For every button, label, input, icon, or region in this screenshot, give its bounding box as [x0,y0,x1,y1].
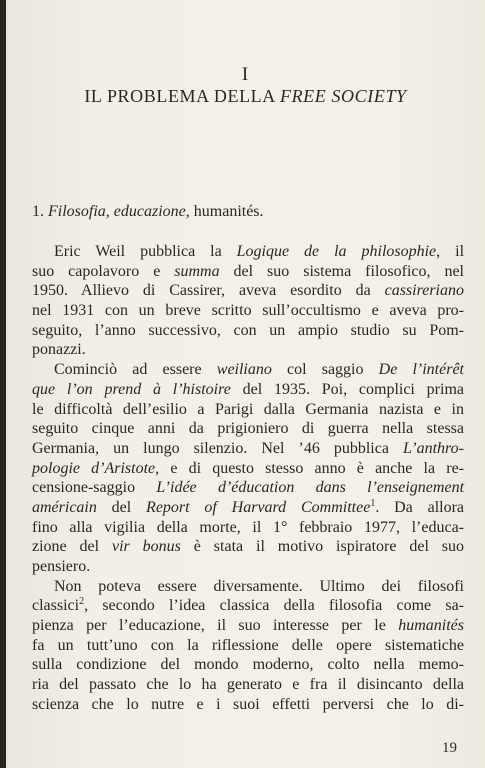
text-line [32,262,464,282]
chapter-title [6,86,485,107]
text-line [32,675,464,695]
text-line [32,616,464,636]
text-run: nel 1931 con un breve scritto sull’occultismo e aveva pro- [32,302,464,320]
italic-text: Report of Harvard Committee [146,498,371,516]
text-run: seguito, l’anno successivo, con un ampio studio su Pom- [32,321,464,339]
text-run: Non poteva essere diversamente. Ultimo dei filosofi [54,577,464,595]
text-line [32,242,464,262]
text-run: ponazzi. [32,341,86,359]
text-line [32,655,464,675]
chapter-number: I [241,64,250,85]
text-run: del [96,498,147,516]
text-line [32,478,464,498]
italic-text: américain [32,498,97,516]
text-run: fino alla vigilia della morte, il 1° febbraio 1977, l’educa- [32,518,464,536]
text-run: fa un tutt’uno con la riflessione delle opere sistematiche [32,636,464,654]
italic-text: L’idée d’éducation dans l’enseignement [156,479,465,497]
text-line [32,636,464,656]
text-line [32,695,464,715]
text-run: zione del [32,538,112,556]
italic-text: summa [174,262,220,280]
italic-text: L’anthro- [402,439,464,457]
text-line [32,439,464,459]
text-run: seguito cinque anni da prigioniero di guerra nella stessa [32,420,464,438]
chapter-title-text: IL PROBLEMA DELLA [84,86,280,106]
text-run: sulla condizione del mondo moderno, colto nella memo- [32,656,464,674]
italic-text: vir bonus [112,538,181,556]
text-line [32,281,464,301]
text-run: col saggio [271,361,379,379]
section-heading-italic: Filosofia, educazione, [48,203,190,220]
text-run: , e di questo stesso anno è anche la re- [155,459,465,477]
text-run: , secondo l’idea classica della filosofia come sa- [84,597,464,615]
text-line [32,557,464,577]
text-line [32,400,464,420]
text-line [32,419,464,439]
section-heading-rest: humanités. [189,203,264,220]
text-run: ria del passato che lo ha generato e fra il disincanto della [32,676,464,694]
text-run: Eric Weil pubblica la [54,243,237,260]
text-line [32,518,464,538]
text-run: Germania, un lungo silenzio. Nel ’46 pubblica [32,439,403,457]
italic-text: Logique de la philosophie [236,243,437,260]
italic-text: que l’on prend à l’histoire [32,380,231,398]
text-line [32,498,464,518]
text-run: del 1935. Poi, complici prima [230,380,464,398]
text-line [32,596,464,616]
text-line [32,360,464,380]
text-run: è stata il motivo ispiratore del suo [180,538,465,556]
section-number: 1. [32,203,48,220]
italic-text: pologie d’Aristote [32,459,156,477]
text-run: le difficoltà dell’esilio a Parigi dalla Germania nazista e in [32,400,464,418]
italic-text: humanités [398,617,464,635]
text-line [32,537,464,557]
text-run: scienza che lo nutre e i suoi effetti perversi che lo di- [32,695,464,713]
text-run: pienza per l’educazione, il suo interesse per le [32,617,399,635]
text-line [32,301,464,321]
chapter-title-italic: FREE SOCIETY [279,86,407,106]
italic-text: cassireriano [384,282,464,300]
text-line [32,577,464,597]
text-run: , il [436,243,465,260]
italic-text: De l’intérêt [378,361,465,379]
footnote-marker: 2 [79,596,85,608]
page-number: 19 [442,740,457,756]
text-run: censione-saggio [32,479,157,497]
body-text [32,242,464,715]
text-line [32,321,464,341]
book-page [6,0,485,768]
text-line [32,380,464,400]
text-line [32,340,464,360]
text-run: pensiero. [32,558,91,575]
text-run: classici [32,597,80,615]
italic-text: weiliano [216,361,272,379]
section-heading [32,203,264,221]
footnote-marker: 1 [370,497,376,509]
text-run: suo capolavoro e [32,262,175,280]
text-run: Cominciò ad essere [54,361,217,379]
text-run: . Da allora [375,498,465,516]
text-run: del suo sistema filosofico, nel [219,262,464,280]
text-run: 1950. Allievo di Cassirer, aveva esordito da [32,282,385,300]
text-line [32,459,464,479]
